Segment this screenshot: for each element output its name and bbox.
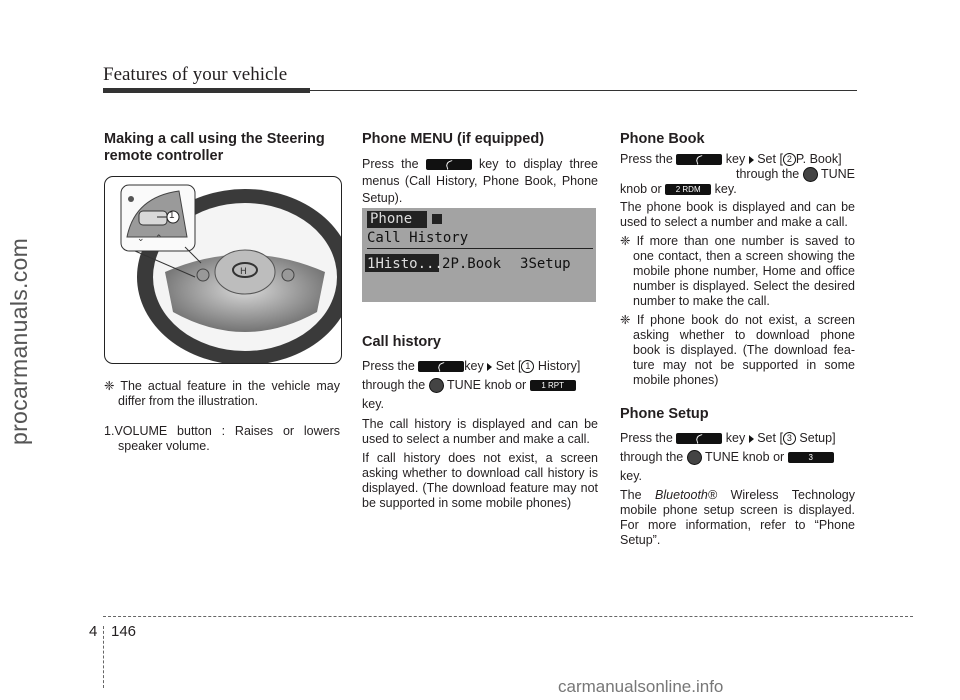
call-history-heading: Call history — [362, 334, 441, 350]
arrow-right-icon — [749, 156, 754, 164]
note-mark: ❈ — [104, 379, 115, 393]
phone-book-note1: ❈ If more than one number is saved to one contact, then a screen showing the mobile phone number, Home and office number is displayed. Select the desired number to make the call. — [620, 234, 855, 309]
phone-book-note2: ❈ If phone book do not exist, a screen asking whether to download phone book is displayed. (The download fea-ture may not be supported in some mobile phones) — [620, 313, 856, 388]
tune-knob-icon — [429, 378, 444, 393]
svg-text:H: H — [240, 267, 247, 277]
page-number: 146 — [111, 623, 137, 640]
page-header-title: Features of your vehicle — [103, 64, 288, 85]
key-3-icon: 3 — [788, 452, 834, 463]
call-history-p1: Press the key Set [ 1 History] through the TUNE knob or 1 RPT key. — [362, 359, 581, 411]
footer-divider — [103, 626, 104, 688]
call-history-p3: If call history does not exist, a screen asking whether to download call history is displayed. (The download feature may not be supported in some mobile phones) — [362, 451, 598, 510]
steering-wheel-icon — [105, 177, 341, 363]
call-history-section — [362, 334, 598, 511]
bluetooth-icon — [432, 214, 442, 224]
phone-setup-p1: Press the key Set [ 3 Setup] through the TUNE knob or 3 key. — [620, 431, 836, 484]
left-item: VOLUME button : Raises or lowers speaker volume. — [114, 424, 340, 453]
svg-text:⌄: ⌄ — [137, 233, 145, 243]
header-rule-thick — [103, 88, 310, 93]
middle-heading: Phone MENU (if equipped) — [362, 131, 545, 147]
phone-setup-p2: The Bluetooth® Wireless Technology mobile phone setup screen is displayed. For more information, refer to “Phone Setup”. — [620, 488, 855, 548]
right-column — [620, 131, 855, 548]
middle-column — [362, 131, 598, 207]
phone-book-p1c: knob or 2 RDM key. — [620, 182, 737, 197]
left-notes — [104, 379, 340, 454]
phone-book-p1: Press the key Set [ 2 P. Book] — [620, 152, 842, 166]
tune-knob-icon — [803, 167, 818, 182]
phone-setup-heading: Phone Setup — [620, 406, 709, 423]
callout-number: 1 — [169, 210, 175, 221]
arrow-right-icon — [749, 435, 754, 443]
phone-key-icon — [426, 159, 472, 170]
side-watermark: procarmanuals.com — [6, 237, 32, 445]
lcd-item1: 1Histo... — [367, 256, 443, 272]
rpt-key-icon: 1 RPT — [530, 380, 576, 391]
phone-lcd-screen — [362, 208, 596, 302]
bottom-watermark: carmanualsonline.info — [558, 677, 724, 696]
left-note: The actual feature in the vehicle may differ from the illustration. — [118, 379, 341, 408]
header-rule-thin — [310, 90, 857, 91]
rdm-key-icon: 2 RDM — [665, 184, 711, 195]
phone-key-icon — [676, 154, 722, 165]
left-heading: Making a call using the Steering remote controller — [104, 131, 325, 164]
phone-key-icon — [676, 433, 722, 444]
phone-key-icon — [418, 361, 464, 372]
lcd-item3: 3Setup — [520, 256, 571, 272]
arrow-right-icon — [487, 363, 492, 371]
lcd-line: Call History — [367, 230, 469, 246]
phone-book-heading: Phone Book — [620, 131, 705, 147]
middle-p1: Press the key to display three menus (Call History, Phone Book, Phone Setup). — [362, 157, 598, 205]
tune-knob-icon — [687, 450, 702, 465]
phone-book-p1b: through the TUNE — [735, 167, 855, 181]
lcd-item2: 2P.Book — [442, 256, 502, 272]
lcd-title: Phone — [370, 211, 413, 227]
left-column — [104, 131, 340, 165]
chapter-number: 4 — [89, 623, 98, 640]
steering-wheel-illustration — [104, 176, 342, 364]
footer-rule — [103, 616, 913, 617]
svg-text:⌃: ⌃ — [155, 233, 163, 243]
phone-book-p2: The phone book is displayed and can be used to select a number and make a call. — [620, 200, 855, 230]
item-number: 1. — [104, 424, 115, 438]
call-history-p2: The call history is displayed and can be used to select a number and make a call. — [362, 417, 598, 446]
